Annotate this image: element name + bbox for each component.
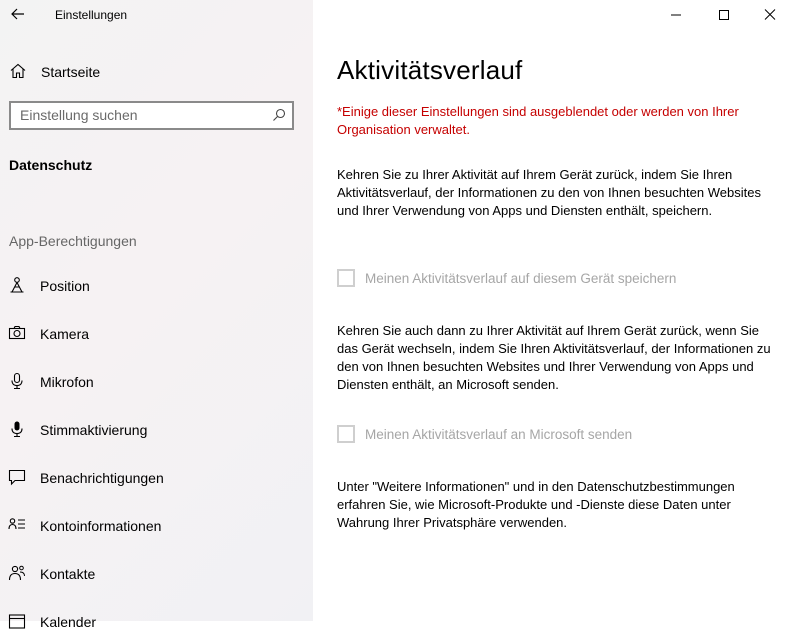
- sidebar-item-label: Kamera: [40, 326, 90, 342]
- search-box[interactable]: [9, 101, 294, 130]
- send-activity-checkbox-label[interactable]: Meinen Aktivitätsverlauf an Microsoft senden: [365, 427, 633, 442]
- sidebar-item-notifications[interactable]: [0, 458, 313, 498]
- sidebar-item-label: Kontoinformationen: [40, 518, 162, 534]
- voice-activation-icon: [8, 420, 26, 438]
- camera-icon: [8, 324, 26, 342]
- sidebar-item-label: Kalender: [40, 614, 97, 630]
- minimize-button[interactable]: [665, 6, 687, 24]
- calendar-icon: [8, 612, 26, 630]
- send-activity-checkbox-row[interactable]: [337, 425, 777, 447]
- store-activity-checkbox-label[interactable]: Meinen Aktivitätsverlauf auf diesem Gerät speichern: [365, 271, 677, 286]
- account-info-icon: [8, 516, 26, 534]
- store-activity-checkbox[interactable]: [337, 269, 355, 287]
- notification-icon: [8, 468, 26, 486]
- activity-history-description: Kehren Sie zu Ihrer Aktivität auf Ihrem Gerät zurück, indem Sie Ihren Aktivitätsverlauf, der Informationen zu den von Ihnen besuchten Websites und Ihrer Verwendung von Apps und Diensten enthält, speichern.: [337, 167, 761, 218]
- sidebar-item-camera[interactable]: [0, 314, 313, 354]
- sidebar: [0, 0, 313, 630]
- microphone-icon: [8, 372, 26, 390]
- sidebar-item-voice-activation[interactable]: [0, 410, 313, 450]
- sidebar-item-position[interactable]: [0, 266, 313, 306]
- close-icon: [759, 6, 781, 24]
- titlebar-left: [0, 0, 313, 30]
- app-title: Einstellungen: [55, 8, 128, 22]
- search-input[interactable]: [20, 103, 260, 127]
- back-button[interactable]: [8, 4, 28, 24]
- maximize-button[interactable]: [713, 6, 735, 24]
- contacts-icon: [8, 564, 26, 582]
- privacy-info-text: Unter "Weitere Informationen" und in den Datenschutzbestimmungen erfahren Sie, wie Microsoft-Produkte und -Dienste diese Daten unter Wahrung Ihrer Privatsphäre verwenden.: [337, 479, 735, 530]
- sidebar-item-account-info[interactable]: [0, 506, 313, 546]
- sidebar-item-contacts[interactable]: [0, 554, 313, 594]
- sidebar-item-label: Stimmaktivierung: [40, 422, 148, 438]
- page-title: Aktivitätsverlauf: [337, 55, 523, 85]
- minimize-icon: [665, 6, 687, 24]
- home-icon: [9, 62, 27, 80]
- send-activity-description: Kehren Sie auch dann zu Ihrer Aktivität auf Ihrem Gerät zurück, wenn Sie das Gerät wechseln, indem Sie Ihren Aktivitätsverlauf, der Informationen zu den von Ihnen besuchten Websites und Ihrer Verwendung von Apps und Diensten enthält, an Microsoft senden.: [337, 323, 771, 392]
- sidebar-item-label: Position: [40, 278, 90, 294]
- sidebar-item-label: Mikrofon: [40, 374, 94, 390]
- group-title: App-Berechtigungen: [9, 233, 137, 249]
- sidebar-item-microphone[interactable]: [0, 362, 313, 402]
- managed-settings-warning: *Einige dieser Einstellungen sind ausgeblendet oder werden von Ihrer Organisation verwaltet.: [337, 104, 739, 137]
- store-activity-checkbox-row[interactable]: [337, 269, 777, 291]
- sidebar-item-label: Kontakte: [40, 566, 96, 582]
- sidebar-item-label: Startseite: [41, 64, 101, 80]
- maximize-icon: [713, 6, 735, 24]
- main-content: [313, 0, 787, 621]
- sidebar-item-label: Benachrichtigungen: [40, 470, 164, 486]
- sidebar-item-calendar[interactable]: [0, 602, 313, 642]
- close-button[interactable]: [759, 6, 781, 24]
- sidebar-item-home[interactable]: [0, 56, 313, 86]
- back-arrow-icon: [8, 4, 28, 24]
- section-title: Datenschutz: [9, 157, 93, 173]
- search-icon[interactable]: [272, 108, 286, 122]
- send-activity-checkbox[interactable]: [337, 425, 355, 443]
- location-person-icon: [8, 276, 26, 294]
